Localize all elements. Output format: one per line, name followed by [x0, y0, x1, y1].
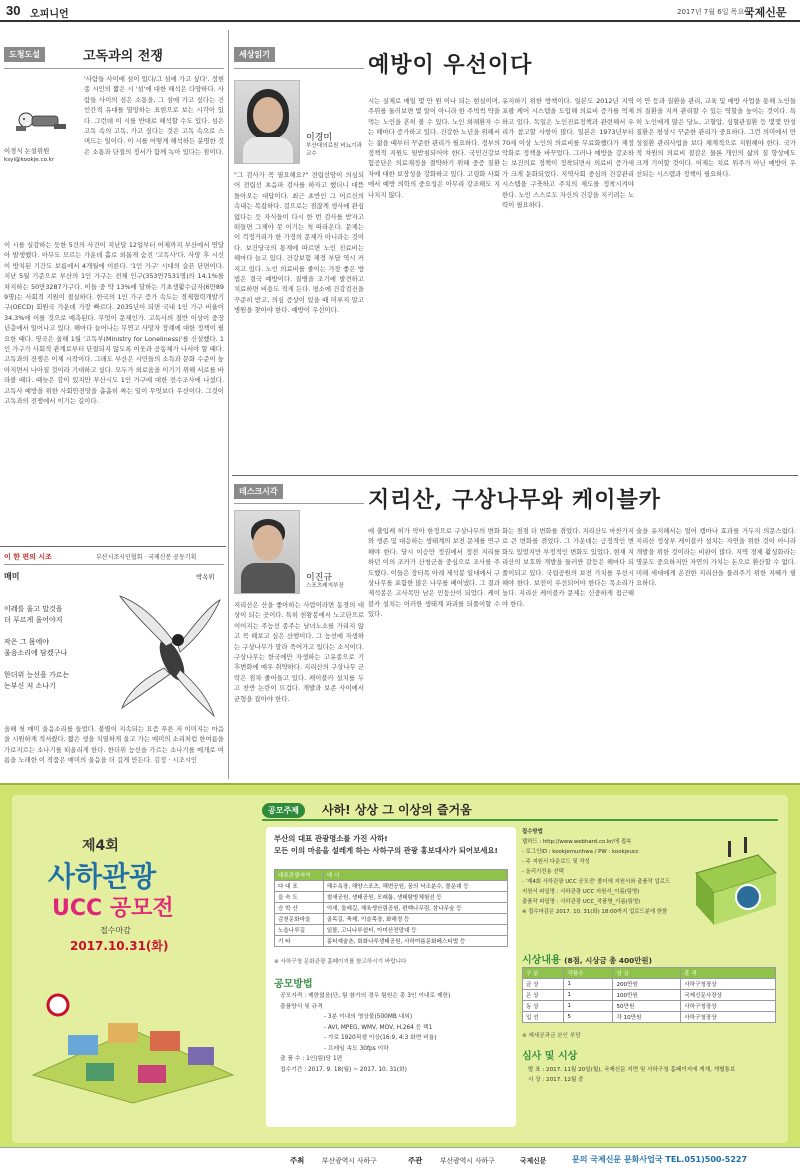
table-cell: 다 대 포: [275, 881, 324, 892]
article-intro: '사람들 사이에 섬이 있다/그 섬에 가고 싶다'. 정현종 시인의 짧은 시 '섬'에 대한 해석은 다양하다. 사람들 사이의 섬은 소통을, 그 섬에 가고 싶다는 건 인간적 유대를 열망하는 표현으로 보는 시각이 있다. 그런데 이 시를 반대로 해석할 수도 있다. 섬은 고독 속의 고독, 가고 싶다는 것은 고독 속으로 스며드는 일이다. 이 시를 어떻게 해석하든 분명한 것은 소통과 단절의 정서가 함께 녹아 있다는 점이다.: [84, 75, 224, 156]
poem-title: 매미: [4, 572, 20, 581]
table-cell: 1: [564, 990, 613, 1001]
table-cell: 홍티예술촌, 회화나루생태공원, 사하여름문화페스티벌 등: [323, 936, 507, 947]
article-body: 이 시를 실감하는 듯한 5건의 사건이 지난달 12일부터 어제까지 부산에서 연달아 발생했다. 아무도 모르는 가운데 홀로 외롭게 숨진 '고독사'다. 사망 후 시신이 방치된 기간도 보름에서 4개월에 이른다. '1인 가구' 시대의 슬픈 단면이다. 지난 5월 기준으로 부산의 1인 가구는 전체 인구(353만7531명)의 14.1%를 차지하는 50만3287가구다. 이들 중 약 13%에 달하는 기초생활수급자(6만899명)는 사회적 지원이 절실하다. 한국의 1인 가구 증가 속도는 경제협력개발기구(OECD) 회원국 가운데 가장 빠르다. 2035년이 되면 국내 1인 가구 비율이 34.3%에 이를 것으로 예측된다. 무엇이 문제인가. 고독사의 절반 이상이 중장년층에서 일어나고 있다. 해마다 늘어나는 무연고 사망자 장례에 대한 정책이 필요한 때다. 영국은 올해 1월 '고독부(Ministry for Loneliness)'를 신설했다. 1인 가구가 사회적 관계로부터 단절되지 않도록 이웃과 공동체가 나서야 할 때다. 고독과의 전쟁은 이제 시작이다. 그래도 부산은 시민들의 소득과 문화 수준이 높아지면서 나아질 것이라 기대하고 싶다. 모두가 외로움을 이기기 위해 서로를 바라볼 때다. 때늦은 감이 있지만 부산시도 1인 가구에 대한 전수조사에 나섰다. 고독사 예방을 위한 사회안전망을 촘촘히 짜는 일이 무엇보다 우선이다. 그것이 고독과의 전쟁에서 이기는 길이다.: [4, 241, 224, 406]
footer-org-label: 주관: [408, 1156, 423, 1165]
poem-line: 이레를 울고 말것을: [4, 605, 63, 613]
method-item: - 3분 이내의 영상물(500MB 내외): [324, 1014, 413, 1020]
table-cell: 국제신문사장상: [681, 990, 776, 1001]
author-photo: [234, 510, 300, 594]
award-subtitle: (8점, 시상금 총 400만원): [564, 956, 652, 965]
table-cell: 사하구청장상: [681, 1012, 776, 1023]
article-body: 술을 유지해서는 얼어 캠마나 효과를 거두지 의문스럽다. 지리산 정상부 케이블카 설치는 자연을 위한 것이 아니라 개발을 위한 것이라는 비판이 많다. 지역 경제 활성화라는 명분도 중요하지만 자연의 가치는 돈으로 환산할 수 없다. 미래 세대에게 온전한 지리산을 물려주기 위한 지혜가 필요하다.: [636, 527, 796, 588]
section-divider: [232, 475, 798, 476]
footer-org1: 부산광역시 사하구: [440, 1157, 495, 1165]
table-cell: 승 학 산: [275, 903, 324, 914]
newspaper-name: 국제신문: [744, 6, 787, 19]
ad-title: 사하관광: [48, 860, 157, 893]
ad-footer: [0, 1147, 800, 1173]
table-cell: 억새, 둘레길, 체육생산림공원, 편백나무림, 삼나무숲 등: [323, 903, 507, 914]
column-tag: 도청도설: [4, 47, 45, 62]
column-tag: 세상읽기: [234, 47, 275, 62]
table-cell: 각 10만원: [613, 1012, 681, 1023]
footer-host: 부산광역시 사하구: [322, 1157, 377, 1165]
article-title: 고독과의 전쟁: [83, 49, 163, 64]
divider: [234, 68, 364, 69]
table-cell: 50만원: [613, 1001, 681, 1012]
author-name: 이경미: [306, 133, 333, 143]
article-body: 시는 실제로 매일 몇 만 원 이나 되는 현실이며, 주위를 둘러보면 몇 알이 아니라 한 주먹씩 약을 먹는 노인을 흔히 볼 수 있다. 노인 외래환자 수는 해마다 증가하고 있다. 건강한 노년을 위해서는 젊을 때부터 꾸준한 관리가 필요하다. 정부의 정책적 지원도 뒷받침되어야 한다. 국민건강보험공단은 의료재정을 절약하기 위해 중증 질환자에 대한 보장성을 강화하고 있다. 고령화 사회에서 예방 의학의 중요성은 아무리 강조해도 지나치지 않다.: [368, 97, 500, 199]
poem-section-label: 이 한 편의 시조: [4, 553, 52, 561]
method-item: - 가로 1920픽셀 이상(16:9, 4:3 화면 비율): [324, 1035, 437, 1041]
page-header: [0, 0, 800, 22]
table-cell: 골목길, 축제, 이슬목장, 화해정 등: [323, 914, 507, 925]
destination-table: [274, 869, 508, 947]
city-illustration: [28, 975, 238, 1105]
section-name: 오피니언: [30, 9, 69, 20]
article-body: 유지하기 위한 방책이다. 일본도 2012년 지역 포괄 케어 시스템을 도입해 의료비 증가를 억제하고 있다. 독일은 노인진료정책과 관련해서 우리가 참고할 사항이 많다. 일본은 1973년부터 70세 이상 노인의 의료비를 무료화했다가 재정 악화로 정책을 바꾸었다. 그러나 예방을 강조하는 보건의료 정책이 정착되면서 의료비 증가세가 크게 둔화되었다. 지역사회 중심의 건강관리 시스템을 구축하고 주치의 제도를 정착시켜야 한다. 노인 스스로도 자신의 건강을 지키려는 노력이 필요하다.: [502, 97, 634, 210]
issue-date: 2017년 7월 6일 목요일: [677, 8, 751, 16]
author-name: 이경식 논설위원: [4, 147, 50, 155]
divider: [4, 564, 224, 565]
divider: [234, 503, 364, 504]
method-item: - AVI, MPEG, WMV, MOV, H.264 등 택1: [324, 1024, 433, 1031]
deadline: 2017.10.31(화): [70, 939, 169, 953]
apply-item: - 로그인ID : kookjemunhwa / PW : kookjeucc: [522, 849, 639, 855]
table-cell: 1: [564, 979, 613, 990]
apply-item: - 올리기전용 선택: [522, 869, 564, 875]
poem-sponsor: 부산시조시인협회 · 국제신문 공동기획: [96, 554, 197, 561]
table-cell: 5: [564, 1012, 613, 1023]
cicada-illustration: [108, 588, 226, 724]
author-desc: 스포츠레저부장: [306, 583, 344, 589]
award-title: [522, 951, 652, 966]
table-cell: 금 상: [523, 979, 564, 990]
apply-title: 접수방법: [522, 829, 543, 835]
ad-subtitle: UCC 공모전: [52, 896, 174, 921]
award-note: ※ 제세공과금 본인 부담: [522, 1033, 581, 1039]
author-name: 이진규: [306, 573, 333, 583]
apply-list: [522, 827, 682, 945]
table-cell: 입 선: [523, 1012, 564, 1023]
table-header: 상 금: [613, 968, 681, 979]
judge-item: 시 상 : 2017. 12월 중: [528, 1077, 584, 1083]
article-body: 에 출입케 허가 막아 한정으로 구상나무의 변화와 생존 및 대응하는 생태계의 보전 문제를 연구해야 한다. 당시 이승만 정권에서 정전 지리를 하던 이의 조카가 산청군을 중심으로 조사를 주도했다. 이들은 장터목 아래 제석봉 일대에서 구상나무를 포함한 많은 나무를 베어냈다. 그 결과 제석봉은 고사목만 남은 민둥산이 되었다. 케이블카 설치는 이러한 생태계 파괴를 되풀이할 수 있다.: [368, 527, 500, 619]
table-cell: 노을나루길: [275, 925, 324, 936]
award-title-text: 시상내용: [522, 955, 561, 966]
article-body: 이 안 등과 질환을 관리, 교육 및 예방 사업을 통해 노인들의 질환을 지켜 관리할 수 있는 역할을 높이는 것이다. 특히 노인에게 많은 당뇨, 고혈압, 심혈관질환 등 몇몇 만성질환은 평상시 꾸준한 관리가 중요하다. 그런 의미에서 만성질환 관리사업을 보다 체계적으로 지원해야 한다. 국가적 차원의 의료비 절감은 물론 개인의 삶의 질 향상에도 크게 기여할 것이다. 이제는 치료 위주가 아닌 예방이 우선되는 시스템과 정책이 필요하다.: [636, 97, 796, 178]
author-email: ksyi@kookje.co.kr: [4, 157, 55, 163]
apply-item: - '제4회 사하관광 UCC 공모전' 폴더에 지원서와 출품작 업로드: [522, 879, 671, 885]
table-cell: 감천문화마을: [275, 914, 324, 925]
poem-commentary: 올해 첫 매미 울음소리를 들었다. 불볕이 지속되는 요즘 푸른 저 이미지는 마음을 시원하게 적셔줬다. 짧은 생을 치열하게 울고 가는 매미의 소리처럼 한여름을 가로지르는 소나기를 떠올리게 한다. 한더위 능선을 가르는 소나기를 매개로 여름을 노래한 이 작품은 매미의 울음을 더 깊게 만든다. 김정 · 시조시인: [4, 725, 224, 765]
table-cell: 동 상: [523, 1001, 564, 1012]
table-cell: 은 상: [523, 990, 564, 1001]
divider: [4, 68, 224, 69]
column-tag: 데스크시각: [234, 484, 283, 499]
table-cell: 100만원: [613, 990, 681, 1001]
judge-item: 발 표 : 2017. 11월 20일(월), 국제신문 지면 및 사하구청 홈페이지에 게재, 개별통보: [528, 1067, 736, 1073]
article-body: 지리산은 산을 좋아하는 사람이라면 동경의 대상이 되는 곳이다. 특히 천왕봉에서 노고단으로 이어지는 주능선 종주는 남녀노소를 가리지 않고 꼭 해보고 싶은 산행이다. 그 능선에 자생하는 구상나무가 말라 죽어가고 있다는 소식이다. 구상나무는 한국에만 자생하는 고유종으로 기후변화에 매우 취약하다. 지리산의 구상나무 군락은 점차 줄어들고 있다. 케이블카 설치를 두고 찬반 논란이 뜨겁다. 개발과 보존 사이에서 균형을 잡아야 한다.: [234, 601, 364, 703]
apply-item: - 주 지원서 다운로드 및 작성: [522, 859, 590, 865]
method-item: 출 품 수 : 1인(팀)당 1편: [280, 1056, 343, 1062]
table-cell: 1: [564, 1001, 613, 1012]
table-cell: 사하구청장상: [681, 1001, 776, 1012]
table-header: 작품수: [564, 968, 613, 979]
author-photo: [234, 80, 300, 164]
illustration: [8, 96, 70, 140]
poem-line: 한더위 능선을 가르는: [4, 671, 70, 679]
ucc-camera-illustration: [688, 833, 780, 943]
footer-host-label: 주최: [290, 1156, 305, 1165]
table-cell: 사하구청장상: [681, 979, 776, 990]
column-divider: [228, 30, 229, 779]
poem-line: 울음소리에 담겠구나: [4, 649, 68, 657]
method-item: 접수기간 : 2017. 9. 18(월) ~ 2017. 10. 31(화): [280, 1066, 407, 1073]
apply-item: 출품작 파일명 : 사하관광 UCC_작품명_이름(팀명): [522, 899, 641, 905]
poem-verse: [4, 604, 69, 692]
table-note: ※ 사하구청 문화관광 홈페이지를 참고하시기 바랍니다: [274, 959, 407, 965]
ad-intro2: 모든 이의 마음을 설레게 하는 사하구의 관광 홍보대사가 되어보세요!: [274, 846, 498, 855]
method-title: 공모방법: [274, 979, 313, 990]
article-body: 화는 점점 더 변화를 겪었다. 지리산도 마찬가지로 큰 변화를 겪었다. 그 가운데는 긍정적인 변화도 있었지만 부정적인 변화도 있었다. 현재 지리산의 보호와 개발을 둘러싼 갈등은 해마다 되풀이되고 있다. 국립공원의 보전 가치를 우선시해야 한다. 보전이 우선되어야 한다는 목소리가 높다. 지리산 케이블카 문제는 신중하게 접근해야 한다.: [502, 527, 634, 608]
footer-contact: 문의 국제신문 문화사업국 TEL.051)500-5227: [572, 1155, 748, 1164]
footer-org2: 국제신문: [520, 1157, 547, 1165]
theme-bar: [262, 801, 778, 821]
table-cell: 철새공원, 생태공원, 모래톱, 생태탐방체험선 등: [323, 892, 507, 903]
theme-text: 사하! 상상 그 이상의 즐거움: [322, 803, 472, 817]
method-item: 공모자격 : 제한없음(단, 팀 참가의 경우 팀원은 총 3인 이내로 제한): [280, 993, 451, 999]
article-title: 지리산, 구상나무와 케이블카: [368, 487, 662, 513]
table-cell: 200만원: [613, 979, 681, 990]
deadline-label: 접수마감: [100, 926, 131, 935]
method-item: - 프레임 속도 30fps 이하: [324, 1045, 389, 1052]
poem-line: 는부신 저 소나기: [4, 682, 56, 690]
poem-line: 작은 그 몸에야: [4, 638, 50, 646]
ad-edition: 제4회: [82, 838, 119, 854]
table-header: 구 분: [523, 968, 564, 979]
ad-intro1: 부산의 대표 관광명소를 가진 사하!: [274, 834, 388, 843]
poem-line: 더 푸르게 울어야지: [4, 616, 63, 624]
judge-title: 심사 및 시상: [522, 1051, 578, 1062]
article-title: 예방이 우선이다: [368, 52, 533, 78]
apply-item: 웹하드 : http://www.webhard.co.kr/에 접속: [522, 839, 632, 845]
table-cell: 을 숙 도: [275, 892, 324, 903]
table-cell: 일몰, 고니나루쉼터, 아미산전망대 등: [323, 925, 507, 936]
award-table: [522, 967, 776, 1023]
table-header: 대표관광지역: [275, 870, 324, 881]
section-divider: [0, 546, 226, 547]
page-number: 30: [6, 3, 21, 18]
theme-tag: 공모주제: [262, 803, 305, 818]
table-cell: 해수욕장, 해양스포츠, 해변공원, 꿈의 낙조분수, 몰운대 등: [323, 881, 507, 892]
poem-poet: 박옥위: [196, 573, 215, 581]
method-item: 출품양식 및 규격: [280, 1003, 323, 1010]
article-body: "그 검사가 꼭 필요해요?" 전립선암이 의심되어 전립선 초음파 검사를 하자고 했더니 대뜸 돌아오는 대답이다. 최근 초반인 그 어르신의 속내는 복잡하다. 걸으로는 점잖게 생사에 관심 없다는 듯 자식들이 다시 한 번 검사를 받자고 떠들면 그제야 못 이기는 척 따라온다. 문제는 이 걱정거리가 한 가정의 문제가 아니라는 것이다. 보건당국의 통계에 따르면 노인 진료비는 해마다 늘고 있다. 건강보험 재정 부담 역시 커지고 있다. 노인 의료비를 줄이는 가장 좋은 방법은 결국 예방이다. 질병을 조기에 발견하고 치료하면 비용도 적게 든다. 평소에 건강검진을 꾸준히 받고, 의심 증상이 있을 때 미루지 말고 병원을 찾아야 한다. 예방이 우선이다.: [234, 171, 364, 315]
author-desc: 부산대의료원 비뇨기과 교수: [306, 143, 362, 157]
judge-list: [528, 1065, 778, 1085]
advertisement: [0, 783, 800, 1173]
apply-item: 지원서 파일명 : 사하관광 UCC 지원서_이름(팀명): [522, 889, 640, 895]
table-header: 훈 격: [681, 968, 776, 979]
method-list: [280, 991, 450, 1075]
table-header: 예 시: [323, 870, 507, 881]
table-cell: 기 타: [275, 936, 324, 947]
apply-item: ※ 접수마감은 2017. 10. 31(화) 18:00까지 업로드분에 한함: [522, 909, 668, 915]
